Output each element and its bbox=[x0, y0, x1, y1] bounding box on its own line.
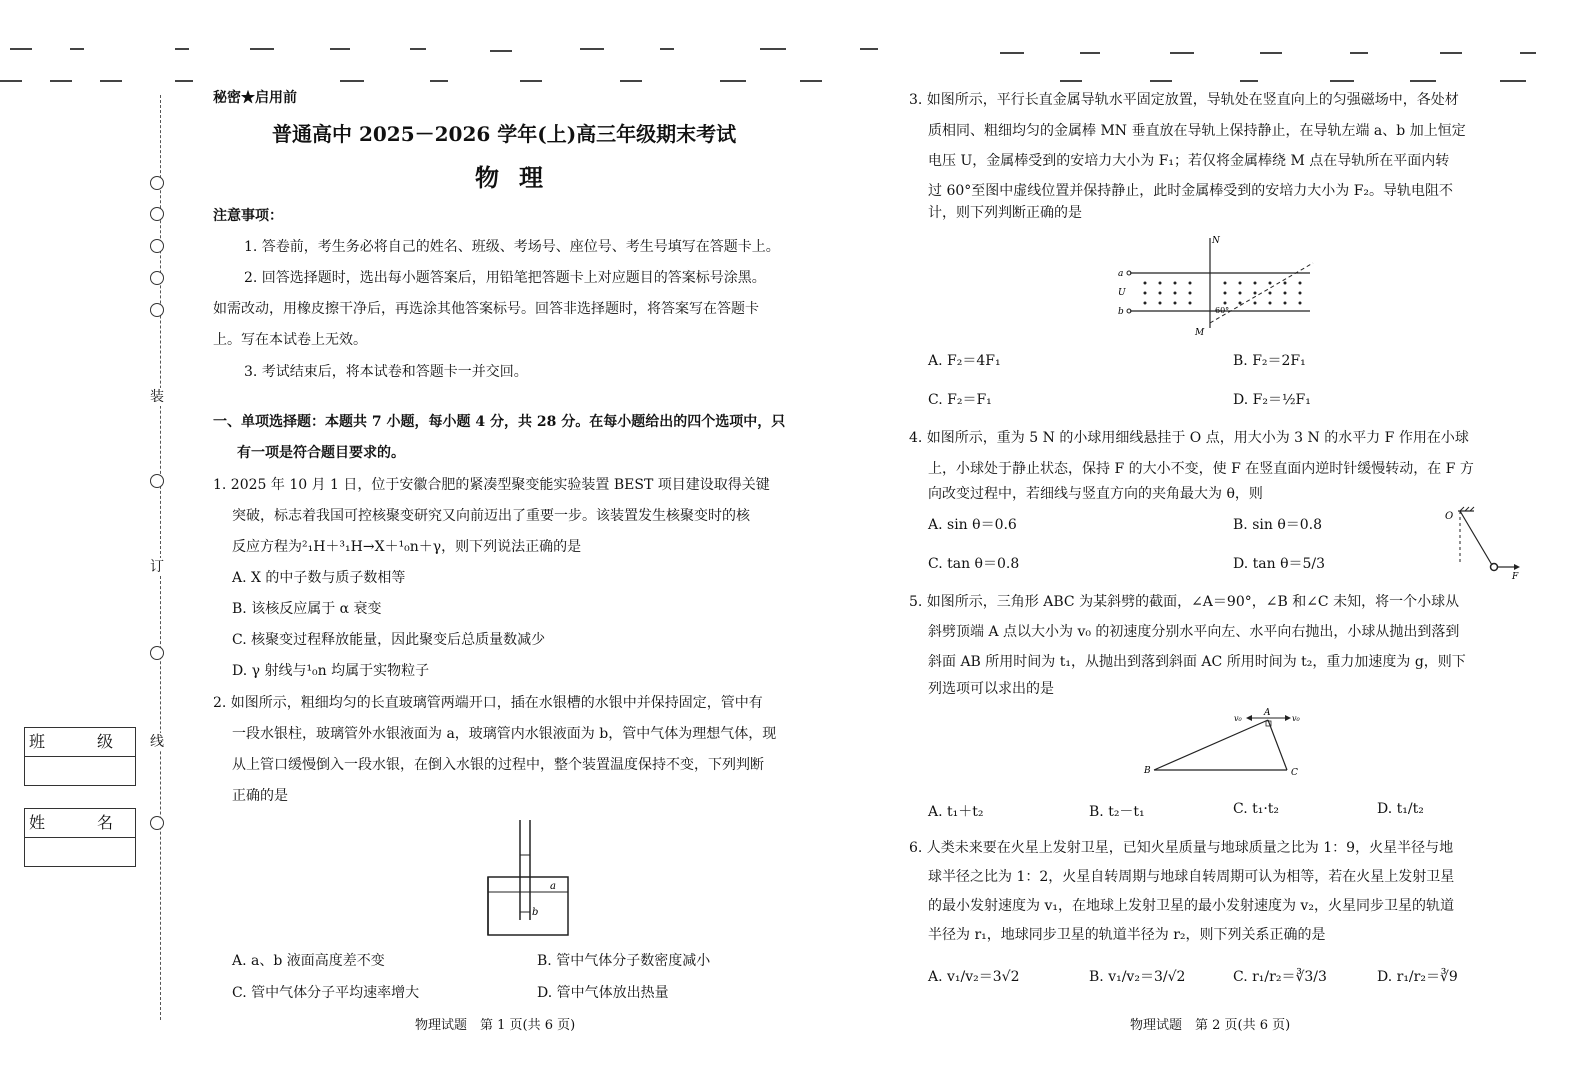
footer-right: 物理试题 第 2 页(共 6 页) bbox=[1130, 1018, 1291, 1033]
q2-figure-tube bbox=[480, 815, 580, 940]
q3-option-b[interactable]: B. F₂＝2F₁ bbox=[1233, 353, 1306, 369]
q4-stem: 向改变过程中，若细线与竖直方向的夹角最大为 θ，则 bbox=[928, 486, 1263, 502]
q1-stem: 突破，标志着我国可控核聚变研究又向前迈出了重要一步。该装置发生核聚变时的核 bbox=[232, 508, 750, 524]
q3-label-angle: 60° bbox=[1215, 306, 1230, 315]
q6-stem: 半径为 r₁，地球同步卫星的轨道半径为 r₂，则下列关系正确的是 bbox=[928, 927, 1326, 943]
q3-option-d[interactable]: D. F₂＝½F₁ bbox=[1233, 392, 1311, 408]
q4-option-b[interactable]: B. sin θ＝0.8 bbox=[1233, 517, 1323, 533]
binding-hole bbox=[150, 176, 164, 190]
q1-option-a[interactable]: A. X 的中子数与质子数相等 bbox=[232, 570, 406, 586]
binding-hole bbox=[150, 239, 164, 253]
q6-stem: 的最小发射速度为 v₁，在地球上发射卫星的最小发射速度为 v₂，火星同步卫星的轨道 bbox=[928, 898, 1454, 914]
q5-option-d[interactable]: D. t₁/t₂ bbox=[1377, 801, 1424, 817]
notice-line: 3. 考试结束后，将本试卷和答题卡一并交回。 bbox=[244, 364, 528, 380]
q6-option-d[interactable]: D. r₁/r₂＝∛9 bbox=[1377, 969, 1458, 985]
secret-label: 秘密★启用前 bbox=[213, 90, 297, 106]
binding-hole bbox=[150, 474, 164, 488]
exam-title: 普通高中 2025－2026 学年(上)高三年级期末考试 bbox=[272, 122, 737, 146]
q3-label-u: U bbox=[1118, 288, 1126, 298]
q5-stem: 斜面 AB 所用时间为 t₁，从抛出到落到斜面 AC 所用时间为 t₂，重力加速度为 g，则下 bbox=[928, 654, 1466, 670]
class-field[interactable] bbox=[25, 757, 135, 785]
q2-option-c[interactable]: C. 管中气体分子平均速率增大 bbox=[232, 985, 420, 1001]
q4-label-f: F bbox=[1512, 572, 1519, 582]
notice-line: 1. 答卷前，考生务必将自己的姓名、班级、考场号、座位号、考生号填写在答题卡上。 bbox=[244, 239, 780, 255]
binding-hole bbox=[150, 816, 164, 830]
q3-stem: 计，则下列判断正确的是 bbox=[928, 205, 1082, 221]
q3-label-a: a bbox=[1118, 269, 1124, 279]
q5-stem: 5. 如图所示，三角形 ABC 为某斜劈的截面，∠A＝90°，∠B 和∠C 未知，将一个小球从 bbox=[909, 594, 1460, 610]
q5-stem: 列选项可以求出的是 bbox=[928, 681, 1054, 697]
q3-label-n: N bbox=[1212, 236, 1220, 246]
q4-label-o: O bbox=[1445, 511, 1454, 522]
notice-line: 如需改动，用橡皮擦干净后，再选涂其他答案标号。回答非选择题时，将答案写在答题卡 bbox=[213, 301, 759, 317]
q3-stem: 电压 U，金属棒受到的安培力大小为 F₁；若仅将金属棒绕 M 点在导轨所在平面内转 bbox=[928, 153, 1450, 169]
q5-option-a[interactable]: A. t₁＋t₂ bbox=[928, 804, 984, 820]
notice-heading: 注意事项： bbox=[213, 208, 283, 224]
q3-stem: 质相同、粗细均匀的金属棒 MN 垂直放在导轨上保持静止，在导轨左端 a、b 加上恒定 bbox=[928, 123, 1466, 139]
q5-label-v0-left: v₀ bbox=[1234, 714, 1242, 723]
q3-label-m: M bbox=[1195, 328, 1205, 338]
q3-label-b: b bbox=[1118, 307, 1124, 317]
class-label: 班 级 bbox=[25, 728, 135, 757]
q4-option-c[interactable]: C. tan θ＝0.8 bbox=[928, 556, 1020, 572]
notice-line: 上。写在本试卷上无效。 bbox=[213, 332, 367, 348]
q5-stem: 斜劈顶端 A 点以大小为 v₀ 的初速度分别水平向左、水平向右抛出，小球从抛出到落到 bbox=[928, 624, 1460, 640]
q5-label-a: A bbox=[1264, 708, 1271, 718]
q5-option-b[interactable]: B. t₂－t₁ bbox=[1089, 804, 1145, 820]
binding-hole bbox=[150, 207, 164, 221]
q2-stem: 2. 如图所示，粗细均匀的长直玻璃管两端开口，插在水银槽的水银中并保持固定，管中有 bbox=[213, 695, 763, 711]
q2-stem: 一段水银柱，玻璃管外水银液面为 a，玻璃管内水银液面为 b，管中气体为理想气体，现 bbox=[232, 726, 777, 742]
q4-option-d[interactable]: D. tan θ＝5/3 bbox=[1233, 556, 1326, 572]
q6-option-b[interactable]: B. v₁/v₂＝3/√2 bbox=[1089, 969, 1186, 985]
q2-label-b: b bbox=[532, 907, 539, 918]
q3-stem: 3. 如图所示，平行长直金属导轨水平固定放置，导轨处在竖直向上的匀强磁场中，各处材 bbox=[909, 92, 1459, 108]
q4-option-a[interactable]: A. sin θ＝0.6 bbox=[928, 517, 1017, 533]
q1-stem: 反应方程为²₁H＋³₁H→X＋¹₀n＋γ，则下列说法正确的是 bbox=[232, 539, 582, 555]
q6-option-a[interactable]: A. v₁/v₂＝3√2 bbox=[928, 969, 1020, 985]
q6-option-c[interactable]: C. r₁/r₂＝∛3/3 bbox=[1233, 969, 1327, 985]
seal-char: 线 bbox=[150, 734, 164, 750]
q5-label-b: B bbox=[1144, 766, 1151, 776]
q2-stem: 从上管口缓慢倒入一段水银，在倒入水银的过程中，整个装置温度保持不变，下列判断 bbox=[232, 757, 764, 773]
q5-label-v0-right: v₀ bbox=[1292, 714, 1300, 723]
q4-stem: 上，小球处于静止状态，保持 F 的大小不变，使 F 在竖直面内逆时针缓慢转动，在 F 方 bbox=[928, 461, 1474, 477]
binding-hole bbox=[150, 646, 164, 660]
q5-label-c: C bbox=[1291, 768, 1298, 778]
section-heading: 一、单项选择题：本题共 7 小题，每小题 4 分，共 28 分。在每小题给出的四个选项中，只 bbox=[213, 414, 786, 430]
binding-hole bbox=[150, 303, 164, 317]
q3-option-a[interactable]: A. F₂＝4F₁ bbox=[928, 353, 1001, 369]
q2-option-b[interactable]: B. 管中气体分子数密度减小 bbox=[537, 953, 711, 969]
seal-char: 装 bbox=[150, 389, 164, 405]
q1-option-d[interactable]: D. γ 射线与¹₀n 均属于实物粒子 bbox=[232, 663, 430, 679]
notice-line: 2. 回答选择题时，选出每小题答案后，用铅笔把答题卡上对应题目的答案标号涂黑。 bbox=[244, 270, 766, 286]
subject-title: 物理 bbox=[475, 163, 563, 192]
q5-option-c[interactable]: C. t₁·t₂ bbox=[1233, 801, 1280, 817]
q4-figure-pendulum bbox=[1440, 503, 1525, 583]
q2-option-a[interactable]: A. a、b 液面高度差不变 bbox=[232, 953, 385, 969]
binding-hole bbox=[150, 271, 164, 285]
section-heading: 有一项是符合题目要求的。 bbox=[237, 445, 405, 461]
q6-stem: 球半径之比为 1：2，火星自转周期与地球自转周期可认为相等，若在火星上发射卫星 bbox=[928, 869, 1455, 885]
q6-stem: 6. 人类未来要在火星上发射卫星，已知火星质量与地球质量之比为 1：9，火星半径与地 bbox=[909, 840, 1454, 856]
q3-option-c[interactable]: C. F₂＝F₁ bbox=[928, 392, 992, 408]
q2-stem: 正确的是 bbox=[232, 788, 288, 804]
q3-stem: 过 60°至图中虚线位置并保持静止，此时金属棒受到的安培力大小为 F₂。导轨电阻不 bbox=[928, 183, 1454, 199]
q1-option-b[interactable]: B. 该核反应属于 α 衰变 bbox=[232, 601, 382, 617]
q5-figure-triangle bbox=[1140, 705, 1320, 780]
q1-option-c[interactable]: C. 核聚变过程释放能量，因此聚变后总质量数减少 bbox=[232, 632, 546, 648]
name-box[interactable] bbox=[24, 808, 136, 867]
seal-char: 订 bbox=[150, 559, 164, 575]
name-label: 姓 名 bbox=[25, 809, 135, 838]
name-field[interactable] bbox=[25, 838, 135, 866]
q1-stem: 1. 2025 年 10 月 1 日，位于安徽合肥的紧凑型聚变能实验装置 BEST 项目建设取得关键 bbox=[213, 477, 770, 493]
q3-figure-rails bbox=[1115, 233, 1330, 338]
footer-left: 物理试题 第 1 页(共 6 页) bbox=[415, 1018, 576, 1033]
class-box[interactable] bbox=[24, 727, 136, 786]
q2-label-a: a bbox=[550, 881, 556, 892]
q2-option-d[interactable]: D. 管中气体放出热量 bbox=[537, 985, 669, 1001]
q4-stem: 4. 如图所示，重为 5 N 的小球用细线悬挂于 O 点，用大小为 3 N 的水平力 F 作用在小球 bbox=[909, 430, 1469, 446]
